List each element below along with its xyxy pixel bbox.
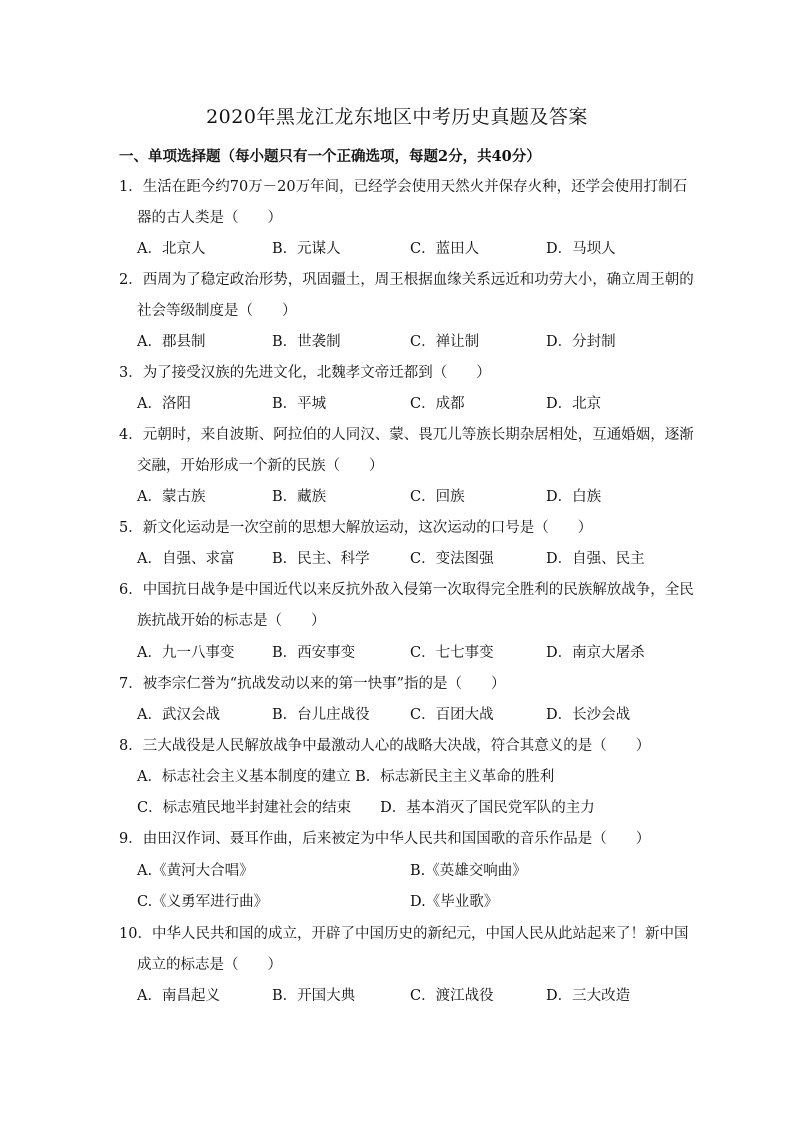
question-6-text: 6．中国抗日战争是中国近代以来反抗外敌入侵第一次取得完全胜利的民族解放战争，全民: [119, 582, 694, 598]
question-2-option-a: A．郡县制: [137, 334, 206, 350]
question-1-text: 1．生活在距今约70万－20万年间，已经学会使用天然火并保存火种，还学会使用打制石: [119, 179, 688, 195]
question-3-option-a: A．洛阳: [137, 396, 191, 412]
question-4-text: 4．元朝时，来自波斯、阿拉伯的人同汉、蒙、畏兀儿等族长期杂居相处，互通婚姻，逐渐: [119, 427, 694, 443]
question-5-option-c: C．变法图强: [410, 551, 494, 567]
question-1-option-b: B．元谋人: [272, 241, 341, 257]
question-7-option-a: A．武汉会战: [137, 707, 220, 723]
question-3-text: 3．为了接受汉族的先进文化，北魏孝文帝迁都到（ ）: [119, 365, 491, 381]
question-7-text: 7．被李宗仁誉为“抗战发动以来的第一快事”指的是（ ）: [119, 676, 506, 692]
question-9-text: 9．由田汉作词、聂耳作曲，后来被定为中华人民共和国国歌的音乐作品是（ ）: [119, 831, 651, 847]
question-7-option-c: C．百团大战: [410, 707, 494, 723]
question-6-option-c: C．七七事变: [410, 645, 494, 661]
question-2-option-d: D．分封制: [546, 334, 616, 350]
question-9-option-d: D.《毕业歌》: [410, 894, 499, 910]
question-10-option-c: C．渡江战役: [410, 988, 494, 1004]
question-4-option-d: D．白族: [546, 489, 602, 505]
question-4-option-b: B．藏族: [272, 489, 327, 505]
question-4-text-cont: 交融，开始形成一个新的民族（ ）: [137, 458, 384, 474]
question-4-option-c: C．回族: [410, 489, 465, 505]
question-6-option-d: D．南京大屠杀: [546, 645, 645, 661]
question-1-option-c: C．蓝田人: [410, 241, 480, 257]
question-9-option-b: B.《英雄交响曲》: [410, 863, 527, 879]
question-10-option-b: B．开国大典: [272, 988, 356, 1004]
question-7-option-d: D．长沙会战: [546, 707, 631, 723]
question-7-option-b: B．台儿庄战役: [272, 707, 370, 723]
question-2-option-c: C．禅让制: [410, 334, 480, 350]
question-8-options-cd: C．标志殖民地半封建社会的结束 D．基本消灭了国民党军队的主力: [137, 800, 595, 816]
question-8-options-ab: A．标志社会主义基本制度的建立 B．标志新民主主义革命的胜利: [137, 769, 555, 785]
question-10-option-d: D．三大改造: [546, 988, 631, 1004]
section-heading: 一、单项选择题（每小题只有一个正确选项，每题2分，共40分）: [119, 148, 541, 165]
question-10-option-a: A．南昌起义: [137, 988, 220, 1004]
question-3-option-b: B．平城: [272, 396, 327, 412]
question-1-option-d: D．马坝人: [546, 241, 616, 257]
question-5-option-d: D．自强、民主: [546, 551, 645, 567]
question-6-text-cont: 族抗战开始的标志是（ ）: [137, 613, 326, 629]
question-10-text: 10．中华人民共和国的成立，开辟了中国历史的新纪元，中国人民从此站起来了！新中国: [119, 926, 689, 942]
question-5-option-b: B．民主、科学: [272, 551, 370, 567]
question-10-text-cont: 成立的标志是（ ）: [137, 957, 282, 973]
question-2-option-b: B．世袭制: [272, 334, 341, 350]
question-9-option-c: C.《义勇军进行曲》: [137, 894, 269, 910]
question-6-option-a: A．九一八事变: [137, 645, 235, 661]
question-6-option-b: B．西安事变: [272, 645, 356, 661]
question-5-text: 5．新文化运动是一次空前的思想大解放运动，这次运动的口号是（ ）: [119, 520, 593, 536]
question-1-option-a: A．北京人: [137, 241, 206, 257]
question-2-text-cont: 社会等级制度是（ ）: [137, 303, 297, 319]
question-8-text: 8．三大战役是人民解放战争中最激动人心的战略大决战，符合其意义的是（ ）: [119, 738, 651, 754]
question-4-option-a: A．蒙古族: [137, 489, 206, 505]
question-3-option-c: C．成都: [410, 396, 465, 412]
question-9-option-a: A.《黄河大合唱》: [137, 863, 254, 879]
question-1-text-cont: 器的古人类是（ ）: [137, 210, 282, 226]
question-5-option-a: A．自强、求富: [137, 551, 235, 567]
question-3-option-d: D．北京: [546, 396, 602, 412]
page-title: 2020年黑龙江龙东地区中考历史真题及答案: [206, 106, 588, 128]
question-2-text: 2．西周为了稳定政治形势，巩固疆土，周王根据血缘关系远近和功劳大小，确立周王朝的: [119, 272, 694, 288]
